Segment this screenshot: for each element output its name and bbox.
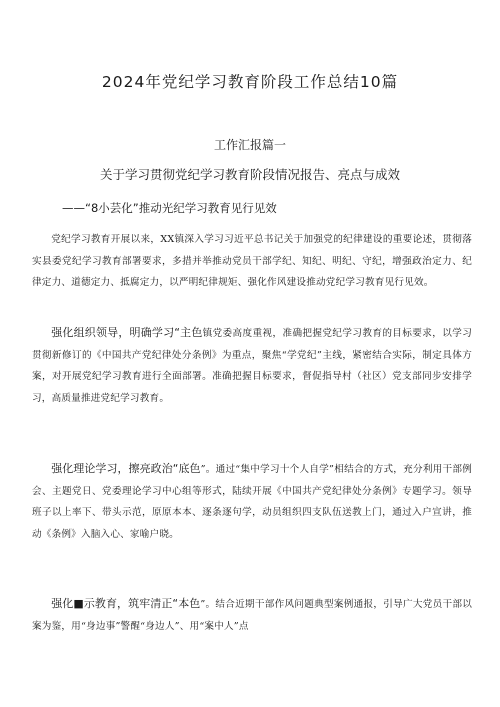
paragraph-text: 镇党委高度重视，准确把握党纪学习教育的目标要求，以学习贯彻新修订的《中国共产党纪律处分条例》为重点，聚焦“学党纪”主线，紧密结合实际，制定具体方案，对开展党纪学习教育进行全面部署。准确把握目标要求，督促指导村（社区）党支部同步安排学习，高质量推进党纪学习教育。 bbox=[32, 328, 472, 404]
paragraph-lead: 强化组织领导，明确学习“主色 bbox=[51, 326, 203, 339]
paragraph-text: ”。通过“集中学习十个人自学”相结合的方式，充分利用干部例会、主题党日、党委理论学习中心组等形式，陆续开展《中国共产党纪律处分条例》专题学习。领导班子以上率下、带头示范，原原本本、逐条逐句学，动员组织四支队伍送教上门，通过入户宣讲，推动《条例》入脑入心、家喻户晓。 bbox=[32, 464, 472, 540]
paragraph-text: ”。结合近期干部作风问题典型案例通报，引导广大党员干部以案为鉴，用“身边事”警醒“身边人”、用“案中人”点 bbox=[32, 599, 472, 632]
report-subtitle: ——“8小芸化”推动光纪学习教育见行见效 bbox=[62, 201, 277, 215]
paragraph-lead: 强化■示教育，筑牢清正“本色 bbox=[51, 597, 201, 610]
body-paragraph bbox=[32, 229, 472, 294]
report-title: 关于学习贯彻党纪学习教育阶段情况报告、亮点与成效 bbox=[99, 167, 400, 182]
body-paragraph bbox=[32, 458, 472, 545]
body-paragraph bbox=[32, 322, 472, 409]
paragraph-text: 党纪学习教育开展以来，XX镇深入学习习近平总书记关于加强党的纪律建设的重要论述，贯彻落实县委党纪学习教育部署要求，多措并举推动党员干部学纪、知纪、明纪、守纪，增强政治定力、纪律定力、道德定力、抵腐定力，以严明纪律规矩、强化作风建设推动党纪学习教育见行见效。 bbox=[32, 234, 472, 288]
body-paragraph bbox=[32, 593, 472, 637]
paragraph-lead: 强化理论学习，擦亮政治“底色 bbox=[51, 462, 201, 475]
section-label: 工作汇报篇一 bbox=[213, 138, 286, 152]
document-title: 2024年党纪学习教育阶段工作总结10篇 bbox=[101, 73, 399, 91]
